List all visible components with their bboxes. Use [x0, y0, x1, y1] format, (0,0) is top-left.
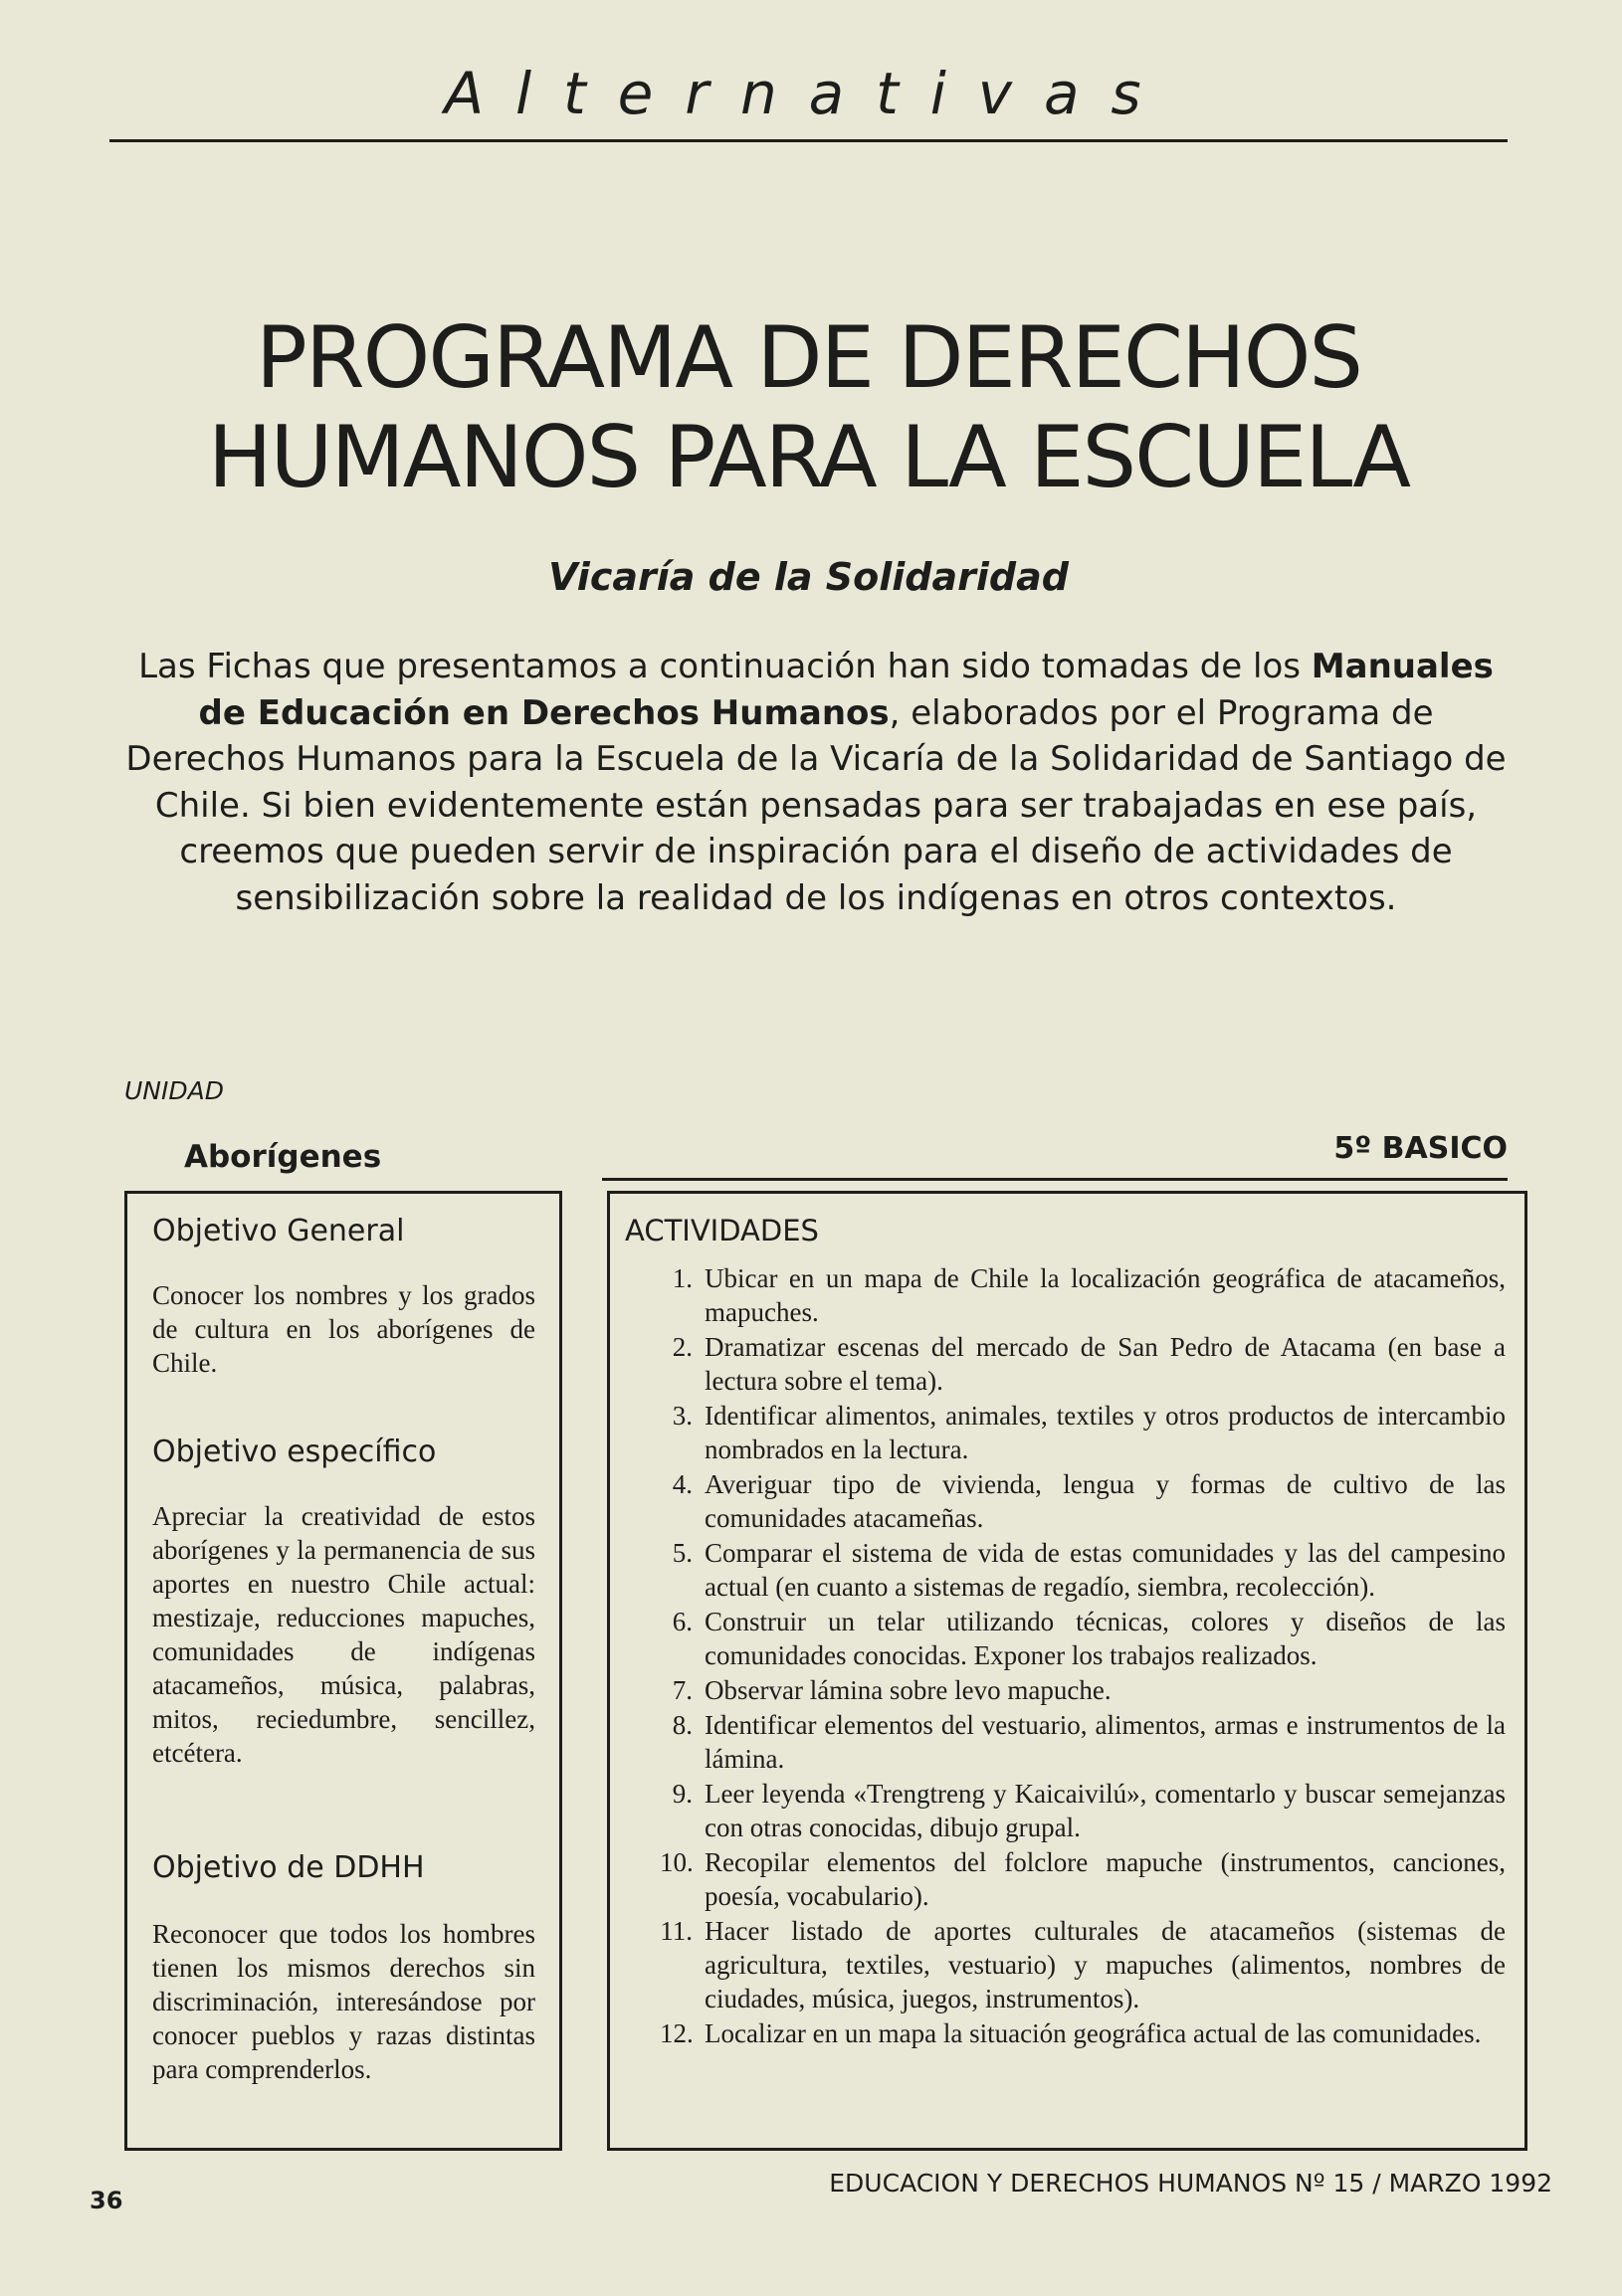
activity-item	[660, 1536, 1506, 1604]
header-divider	[109, 139, 1508, 142]
activity-item	[660, 1605, 1506, 1672]
activity-number: 5.	[672, 1538, 693, 1568]
activity-text: Averiguar tipo de vivienda, lengua y formas de cultivo de las comunidades atacameñas.	[705, 1469, 1506, 1533]
activity-item	[660, 1467, 1506, 1535]
activity-item	[660, 1708, 1506, 1776]
activity-text: Leer leyenda «Trengtreng y Kaicaivilú», comentarlo y buscar semejanzas con otras conocidas, dibujo grupal.	[705, 1779, 1506, 1842]
activity-text: Hacer listado de aportes culturales de atacameños (sistemas de agricultura, textiles, vestuario) y mapuches (alimentos, nombres de ciudades, música, juegos, instrumentos).	[705, 1916, 1506, 2013]
intro-paragraph	[119, 644, 1513, 921]
activity-number: 2.	[672, 1332, 693, 1362]
activity-number: 10.	[660, 1847, 694, 1877]
unit-name: Aborígenes	[184, 1139, 382, 1175]
article-subtitle: Vicaría de la Solidaridad	[548, 555, 1069, 599]
unit-label: UNIDAD	[124, 1076, 224, 1105]
intro-text-before: Las Fichas que presentamos a continuación han sido tomadas de los	[138, 647, 1312, 686]
activities-list	[660, 1261, 1506, 2051]
activity-number: 6.	[672, 1607, 693, 1636]
objectives-box	[124, 1191, 562, 2151]
activity-number: 8.	[672, 1710, 693, 1740]
activity-item	[660, 1777, 1506, 1844]
activity-number: 7.	[672, 1675, 693, 1705]
objective-general-text: Conocer los nombres y los grados de cultura en los aborígenes de Chile.	[152, 1280, 535, 1378]
activity-number: 1.	[672, 1263, 693, 1293]
article-title	[109, 308, 1508, 507]
activity-number: 4.	[672, 1469, 693, 1499]
activity-text: Construir un telar utilizando técnicas, colores y diseños de las comunidades conocidas. Exponer los trabajos realizados.	[705, 1607, 1506, 1670]
objective-ddhh-text: Reconocer que todos los hombres tienen los mismos derechos sin discriminación, interesándose por conocer pueblos y razas distintas para comprenderlos.	[152, 1919, 535, 2084]
activity-item	[660, 1673, 1506, 1707]
activities-box	[607, 1191, 1527, 2151]
activity-text: Observar lámina sobre levo mapuche.	[705, 1675, 1112, 1705]
article-title-line-2: HUMANOS PARA LA ESCUELA	[207, 408, 1410, 507]
activity-text: Ubicar en un mapa de Chile la localización geográfica de atacameños, mapuches.	[705, 1263, 1506, 1327]
objective-specific-text: Apreciar la creatividad de estos aborígenes y la permanencia de sus aportes en nuestro Chile actual: mestizaje, reducciones mapuches, comunidades de indígenas atacameños, música, palabras, mitos, reciedumbre, sencillez, etcétera.	[152, 1501, 535, 1768]
activity-text: Identificar alimentos, animales, textiles y otros productos de intercambio nombrados en la lectura.	[705, 1401, 1506, 1464]
activity-text: Comparar el sistema de vida de estas comunidades y las del campesino actual (en cuanto a sistemas de regadío, siembra, recolección).	[705, 1538, 1506, 1602]
intro-text-bold: Manuales de Educación en Derechos Humanos	[198, 647, 1494, 733]
publication-footer: EDUCACION Y DERECHOS HUMANOS Nº 15 / MARZO 1992	[829, 2169, 1552, 2198]
activity-item	[660, 1914, 1506, 2015]
activity-text: Recopilar elementos del folclore mapuche (instrumentos, canciones, poesía, vocabulario).	[705, 1847, 1506, 1911]
objective-general-heading: Objetivo General	[152, 1214, 405, 1248]
activity-item	[660, 1845, 1506, 1913]
activity-item	[660, 2016, 1506, 2050]
activity-number: 11.	[660, 1916, 693, 1946]
activity-item	[660, 1330, 1506, 1398]
grade-level: 5º BASICO	[1333, 1131, 1508, 1166]
activities-heading: ACTIVIDADES	[625, 1214, 819, 1247]
grade-divider	[602, 1178, 1508, 1181]
activity-item	[660, 1399, 1506, 1466]
page-number: 36	[90, 2187, 123, 2214]
objective-ddhh-heading: Objetivo de DDHH	[152, 1850, 425, 1885]
intro-text-after: , elaborados por el Programa de Derechos Humanos para la Escuela de la Vicaría de la Solidaridad de Santiago de Chile. Si bien evidentemente están pensadas para ser trabajadas en ese país, creemos que pueden servir de inspiración para el diseño de actividades de sensibilización sobre la realidad de los indígenas en otros contextos.	[125, 692, 1507, 918]
activity-text: Localizar en un mapa la situación geográfica actual de las comunidades.	[705, 2018, 1482, 2048]
objective-specific-heading: Objetivo específico	[152, 1435, 437, 1469]
activity-number: 9.	[672, 1779, 693, 1809]
activity-item	[660, 1261, 1506, 1329]
magazine-section-header: Alternativas	[444, 60, 1173, 127]
activity-number: 3.	[672, 1401, 693, 1431]
activity-number: 12.	[660, 2018, 694, 2048]
activity-text: Dramatizar escenas del mercado de San Pedro de Atacama (en base a lectura sobre el tema).	[705, 1332, 1506, 1396]
article-title-line-1: PROGRAMA DE DERECHOS	[256, 308, 1361, 408]
activity-text: Identificar elementos del vestuario, alimentos, armas e instrumentos de la lámina.	[705, 1710, 1506, 1774]
